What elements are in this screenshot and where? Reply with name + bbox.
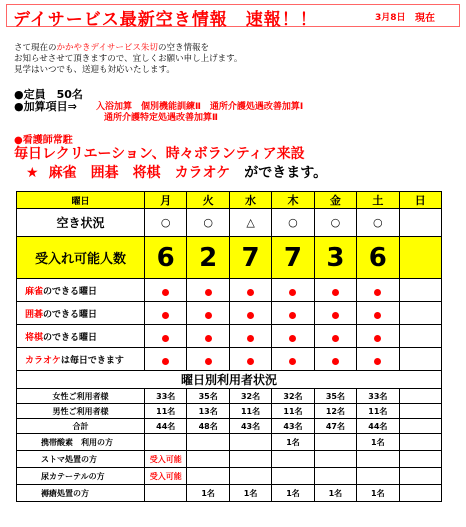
vacancy-sun	[399, 209, 441, 237]
activity-fri	[314, 348, 356, 371]
note-row-sun	[399, 451, 441, 468]
games-suffix: ができます。	[244, 165, 328, 181]
note-row-wed	[229, 434, 271, 451]
activity-name: 囲碁	[25, 309, 44, 320]
note-row-wed: 1名	[229, 485, 271, 502]
available-dot-icon	[289, 358, 296, 365]
intro-line-1: さて現在のかかやきデイサービス朱切の空き情報を	[14, 43, 209, 53]
note-row-thu: 1名	[272, 434, 314, 451]
available-dot-icon	[247, 358, 254, 365]
note-row-sun	[399, 485, 441, 502]
stat-row-tue: 48名	[187, 419, 229, 434]
available-dot-icon	[332, 312, 339, 319]
note-row-tue	[187, 434, 229, 451]
games-line	[26, 162, 327, 182]
vacancy-fri: ○	[314, 209, 356, 237]
star-icon: ★	[26, 165, 39, 181]
note-row-label: 褥瘡処置の方	[17, 485, 145, 502]
available-dot-icon	[162, 289, 169, 296]
activity-suffix: は毎日できます	[60, 355, 124, 366]
capacity-thu: 7	[272, 237, 314, 279]
usage-title: 曜日別利用者状況	[17, 371, 442, 389]
available-dot-icon	[374, 289, 381, 296]
stat-row-sat: 11名	[357, 404, 399, 419]
stat-row-wed: 32名	[229, 389, 271, 404]
capacity-mon: 6	[145, 237, 187, 279]
activity-row	[17, 279, 442, 302]
available-dot-icon	[205, 358, 212, 365]
activity-suffix: のできる曜日	[43, 286, 98, 297]
capacity-sat: 6	[357, 237, 399, 279]
note-row-fri	[314, 468, 356, 485]
note-row-thu: 1名	[272, 485, 314, 502]
activity-label	[17, 302, 145, 325]
day-sun: 日	[399, 192, 441, 209]
stat-row-thu: 32名	[272, 389, 314, 404]
addon-items-line-1: 入浴加算 個別機能訓練Ⅱ 通所介護処遇改善加算Ⅰ	[96, 102, 304, 112]
note-row	[17, 485, 442, 502]
note-row	[17, 451, 442, 468]
activity-sat	[357, 348, 399, 371]
activity-sun	[399, 325, 441, 348]
available-dot-icon	[374, 335, 381, 342]
available-dot-icon	[247, 312, 254, 319]
capacity-row	[17, 237, 442, 279]
note-row-label: 携帯酸素 利用の方	[17, 434, 145, 451]
intro-text	[14, 43, 242, 76]
usage-title-row	[17, 371, 442, 389]
report-date: 3月8日	[375, 13, 406, 23]
stat-row-sat: 33名	[357, 389, 399, 404]
activity-name: カラオケ	[25, 355, 61, 366]
game-mahjong: 麻雀	[48, 165, 77, 181]
available-dot-icon	[374, 312, 381, 319]
day-wed: 水	[229, 192, 271, 209]
activity-thu	[272, 279, 314, 302]
activity-label	[17, 325, 145, 348]
note-row-mon: 受入可能	[145, 468, 187, 485]
activity-mon	[145, 325, 187, 348]
available-dot-icon	[205, 312, 212, 319]
activity-name: 将棋	[25, 332, 44, 343]
activity-wed	[229, 302, 271, 325]
available-dot-icon	[289, 312, 296, 319]
activity-wed	[229, 279, 271, 302]
note-row-wed	[229, 468, 271, 485]
vacancy-thu: ○	[272, 209, 314, 237]
note-row-mon	[145, 485, 187, 502]
activity-tue	[187, 279, 229, 302]
stat-row-mon: 33名	[145, 389, 187, 404]
note-row-sat: 1名	[357, 434, 399, 451]
game-shogi: 将棋	[132, 165, 161, 181]
day-tue: 火	[187, 192, 229, 209]
stat-row-wed: 43名	[229, 419, 271, 434]
stat-row-wed: 11名	[229, 404, 271, 419]
activity-sun	[399, 279, 441, 302]
available-dot-icon	[162, 312, 169, 319]
capacity-tue: 2	[187, 237, 229, 279]
capacity-fri: 3	[314, 237, 356, 279]
facility-name: かかやきデイサービス朱切	[56, 43, 158, 53]
note-row-tue	[187, 451, 229, 468]
vacancy-wed: △	[229, 209, 271, 237]
available-dot-icon	[332, 335, 339, 342]
vacancy-row	[17, 209, 442, 237]
stat-row-mon: 11名	[145, 404, 187, 419]
activity-fri	[314, 302, 356, 325]
stat-row-tue: 13名	[187, 404, 229, 419]
stat-row-fri: 35名	[314, 389, 356, 404]
activity-fri	[314, 325, 356, 348]
stat-row-label: 合計	[17, 419, 145, 434]
available-dot-icon	[205, 335, 212, 342]
activity-wed	[229, 348, 271, 371]
note-row-mon: 受入可能	[145, 451, 187, 468]
day-sat: 土	[357, 192, 399, 209]
stat-row-sun	[399, 419, 441, 434]
game-karaoke: カラオケ	[174, 165, 231, 181]
note-row-thu	[272, 451, 314, 468]
day-thu: 木	[272, 192, 314, 209]
intro-line-3: 見学はいつでも、送迎も対応いたします。	[14, 65, 175, 75]
capacity-label: 受入れ可能人数	[17, 237, 145, 279]
vacancy-label: 空き状況	[17, 209, 145, 237]
stat-row-fri: 47名	[314, 419, 356, 434]
note-row-thu	[272, 468, 314, 485]
activity-mon	[145, 279, 187, 302]
activity-suffix: のできる曜日	[43, 309, 98, 320]
activity-sun	[399, 302, 441, 325]
note-row-sat: 1名	[357, 485, 399, 502]
activity-tue	[187, 325, 229, 348]
report-date-suffix: 現在	[415, 13, 435, 24]
stat-row-mon: 44名	[145, 419, 187, 434]
note-row-fri	[314, 434, 356, 451]
activity-wed	[229, 325, 271, 348]
available-dot-icon	[332, 289, 339, 296]
available-dot-icon	[162, 358, 169, 365]
activity-mon	[145, 302, 187, 325]
page-header	[6, 4, 460, 30]
activity-thu	[272, 302, 314, 325]
page-title: デイサービス最新空き情報 速報！！	[13, 10, 318, 30]
stat-row-label: 男性ご利用者様	[17, 404, 145, 419]
available-dot-icon	[205, 289, 212, 296]
note-row-sun	[399, 434, 441, 451]
stat-row-sat: 44名	[357, 419, 399, 434]
available-dot-icon	[162, 335, 169, 342]
addon-label: ●加算項目⇒	[14, 100, 77, 113]
note-row	[17, 468, 442, 485]
daily-recreation: 毎日レクリエーション、時々ボランティア来設	[14, 146, 305, 162]
note-row-fri: 1名	[314, 485, 356, 502]
activity-name: 麻雀	[25, 286, 44, 297]
nurse-note: ●看護師常駐	[14, 135, 73, 146]
stat-row-sun	[399, 389, 441, 404]
day-header-label: 曜日	[17, 192, 145, 209]
activity-sat	[357, 325, 399, 348]
vacancy-tue: ○	[187, 209, 229, 237]
note-row-tue: 1名	[187, 485, 229, 502]
stat-row-tue: 35名	[187, 389, 229, 404]
stat-row-sun	[399, 404, 441, 419]
note-row-wed	[229, 451, 271, 468]
activity-suffix: のできる曜日	[43, 332, 98, 343]
note-row-label: 尿カテーテルの方	[17, 468, 145, 485]
available-dot-icon	[247, 289, 254, 296]
activity-row	[17, 325, 442, 348]
activity-fri	[314, 279, 356, 302]
activity-sat	[357, 279, 399, 302]
day-fri: 金	[314, 192, 356, 209]
day-header-row	[17, 192, 442, 209]
activity-sat	[357, 302, 399, 325]
note-row-label: ストマ処置の方	[17, 451, 145, 468]
vacancy-mon: ○	[145, 209, 187, 237]
available-dot-icon	[332, 358, 339, 365]
note-row-mon	[145, 434, 187, 451]
activity-tue	[187, 302, 229, 325]
note-row-sat	[357, 451, 399, 468]
capacity-sun	[399, 237, 441, 279]
day-mon: 月	[145, 192, 187, 209]
note-row-tue	[187, 468, 229, 485]
capacity-wed: 7	[229, 237, 271, 279]
intro-line-2: お知らせさせて頂きますので、宜しくお願い申し上げます。	[14, 54, 243, 64]
capacity-text: ●定員 50名	[14, 88, 83, 101]
note-row-fri	[314, 451, 356, 468]
stat-row-fri: 12名	[314, 404, 356, 419]
activity-row	[17, 302, 442, 325]
available-dot-icon	[289, 289, 296, 296]
note-row	[17, 434, 442, 451]
activity-mon	[145, 348, 187, 371]
note-row-sat	[357, 468, 399, 485]
activity-label	[17, 279, 145, 302]
activity-label	[17, 348, 145, 371]
stat-row-label: 女性ご利用者様	[17, 389, 145, 404]
stat-row	[17, 419, 442, 434]
activity-tue	[187, 348, 229, 371]
game-go: 囲碁	[90, 165, 119, 181]
stat-row-thu: 43名	[272, 419, 314, 434]
addon-items-line-2: 通所介護特定処遇改善加算Ⅱ	[104, 113, 218, 123]
stat-row	[17, 389, 442, 404]
activity-row	[17, 348, 442, 371]
stat-row-thu: 11名	[272, 404, 314, 419]
vacancy-sat: ○	[357, 209, 399, 237]
activity-thu	[272, 325, 314, 348]
available-dot-icon	[374, 358, 381, 365]
stat-row	[17, 404, 442, 419]
activity-thu	[272, 348, 314, 371]
schedule-table	[16, 191, 442, 502]
note-row-sun	[399, 468, 441, 485]
available-dot-icon	[289, 335, 296, 342]
activity-sun	[399, 348, 441, 371]
available-dot-icon	[247, 335, 254, 342]
